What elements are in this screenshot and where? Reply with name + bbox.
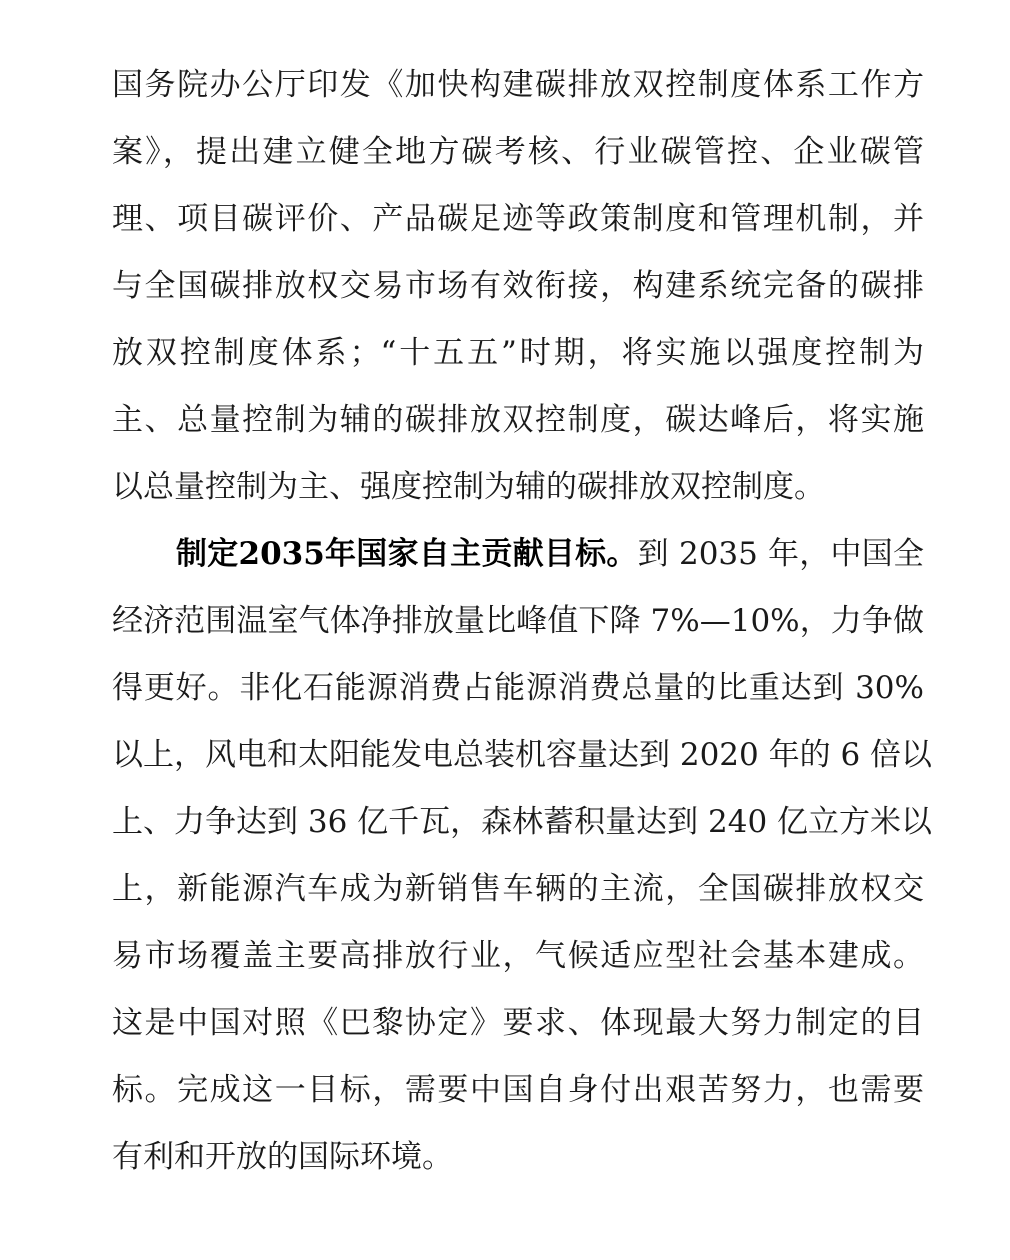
paragraph-line: 上、力争达到 36 亿千瓦，森林蓄积量达到 240 亿立方米以 — [112, 804, 933, 840]
paragraph-line: 这是中国对照《巴黎协定》要求、体现最大努力制定的目 — [112, 1005, 924, 1041]
body-text — [112, 52, 933, 1191]
paragraph-1 — [112, 52, 924, 521]
paragraph-line: 案》，提出建立健全地方碳考核、行业碳管控、企业碳管 — [112, 134, 924, 170]
paragraph-line: 与全国碳排放权交易市场有效衔接，构建系统完备的碳排 — [112, 268, 924, 304]
paragraph-line: 有利和开放的国际环境。 — [112, 1139, 453, 1175]
paragraph-line: 经济范围温室气体净排放量比峰值下降 7%—10%，力争做 — [112, 603, 924, 639]
paragraph-line: 易市场覆盖主要高排放行业，气候适应型社会基本建成。 — [112, 938, 924, 974]
paragraph-line: 国务院办公厅印发《加快构建碳排放双控制度体系工作方 — [112, 67, 924, 103]
paragraph-line: 理、项目碳评价、产品碳足迹等政策制度和管理机制，并 — [112, 201, 924, 237]
paragraph-2 — [112, 521, 933, 1191]
first-line-rest: 到 2035 年，中国全 — [637, 536, 924, 572]
paragraph-line: 标。完成这一目标，需要中国自身付出艰苦努力，也需要 — [112, 1072, 924, 1108]
paragraph-first-line — [112, 521, 924, 588]
paragraph-line: 主、总量控制为辅的碳排放双控制度，碳达峰后，将实施 — [112, 402, 924, 438]
paragraph-line: 以上，风电和太阳能发电总装机容量达到 2020 年的 6 倍以 — [112, 737, 933, 773]
paragraph-line: 得更好。非化石能源消费占能源消费总量的比重达到 30% — [112, 670, 924, 706]
paragraph-line: 上，新能源汽车成为新销售车辆的主流，全国碳排放权交 — [112, 871, 924, 907]
paragraph-line: 放双控制度体系；“十五五”时期，将实施以强度控制为 — [112, 335, 924, 371]
bold-lead-heading: 制定2035年国家自主贡献目标。 — [176, 536, 638, 572]
paragraph-line: 以总量控制为主、强度控制为辅的碳排放双控制度。 — [112, 469, 825, 505]
